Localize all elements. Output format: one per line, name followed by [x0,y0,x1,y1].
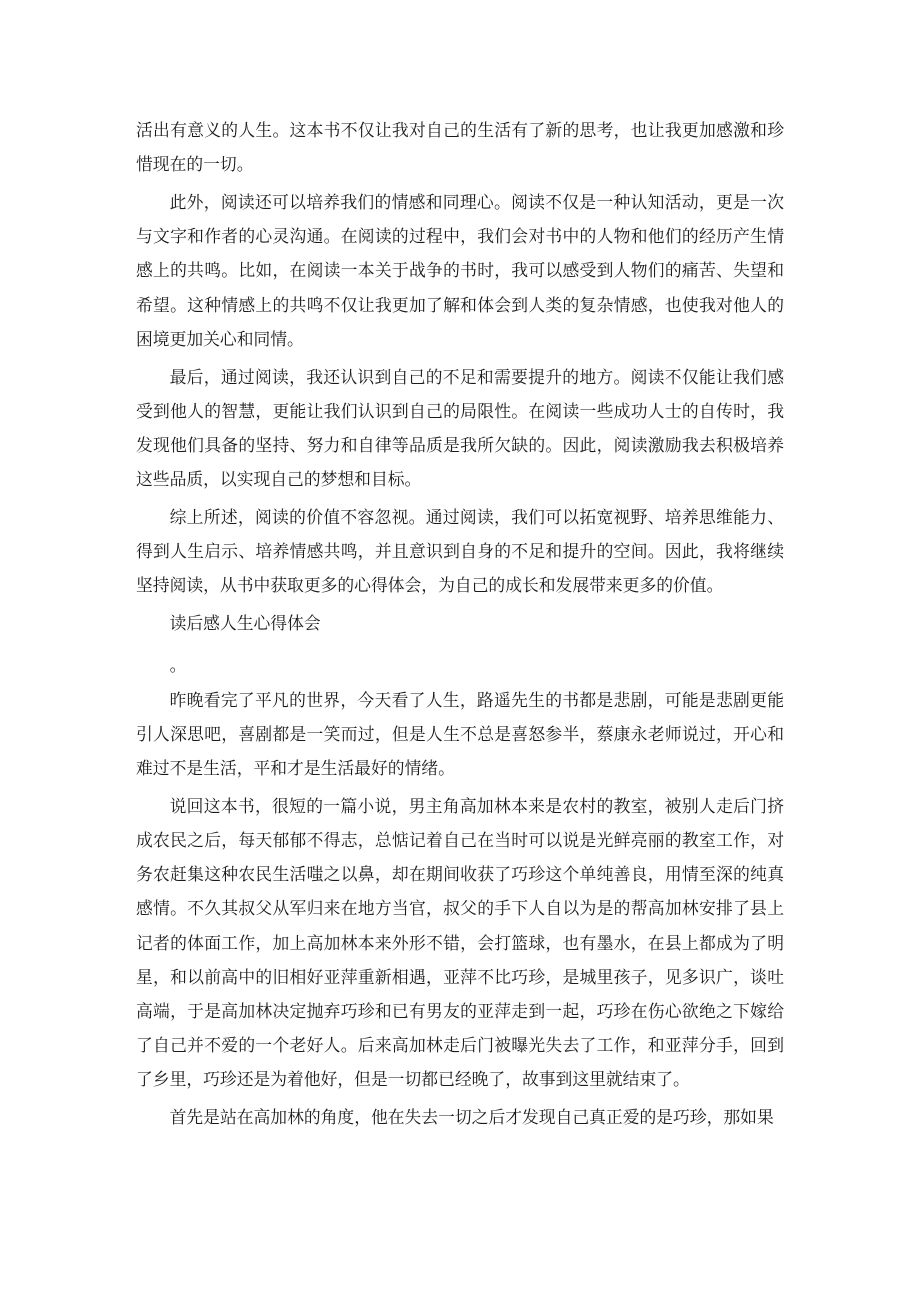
paragraph-last-night: 昨晚看完了平凡的世界，今天看了人生，路遥先生的书都是悲剧，可能是悲剧更能引人深思吧，喜剧都是一笑而过，但是人生不总是喜怒参半，蔡康永老师说过，开心和难过不是生活，平和才是生活最好的情绪。 [136,689,784,779]
section-dot: 。 [169,655,187,676]
paragraph-conclusion: 综上所述，阅读的价值不容忽视。通过阅读，我们可以拓宽视野、培养思维能力、得到人生启示、培养情感共鸣，并且意识到自身的不足和提升的空间。因此，我将继续坚持阅读，从书中获取更多的心得体会，为自己的成长和发展带来更多的价值。 [136,507,784,596]
paragraph-self-awareness: 最后，通过阅读，我还认识到自己的不足和需要提升的地方。阅读不仅能让我们感受到他人的智慧，更能让我们认识到自己的局限性。在阅读一些成功人士的自传时，我发现他们具备的坚持、努力和自律等品质是我所欠缺的。因此，阅读激励我去积极培养这些品质，以实现自己的梦想和目标。 [136,366,784,490]
document-body [136,113,784,1138]
paragraph-empathy: 此外，阅读还可以培养我们的情感和同理心。阅读不仅是一种认知活动，更是一次与文字和作者的心灵沟通。在阅读的过程中，我们会对书中的人物和他们的经历产生情感上的共鸣。比如，在阅读一本关于战争的书时，我可以感受到人物们的痛苦、失望和希望。这种情感上的共鸣不仅让我更加了解和体会到人类的复杂情感，也使我对他人的困境更加关心和同情。 [136,192,784,349]
paragraph-story-summary: 说回这本书，很短的一篇小说，男主角高加林本来是农村的教室，被别人走后门挤成农民之后，每天郁郁不得志，总惦记着自己在当时可以说是光鲜亮丽的教室工作，对务农赶集这种农民生活嗤之以鼻，却在期间收获了巧珍这个单纯善良，用情至深的纯真感情。不久其叔父从军归来在地方当官，叔父的手下人自以为是的帮高加林安排了县上记者的体面工作，加上高加林本来外形不错，会打篮球，也有墨水，在县上都成为了明星，和以前高中的旧相好亚萍重新相遇，亚萍不比巧珍，是城里孩子，见多识广，谈吐高端，于是高加林决定抛弃巧珍和已有男友的亚萍走到一起，巧珍在伤心欲绝之下嫁给了自己并不爱的一个老好人。后来高加林走后门被曝光失去了工作，和亚萍分手，回到了乡里，巧珍还是为着他好，但是一切都已经晚了，故事到这里就结束了。 [136,795,784,1090]
paragraph-1: 活出有意义的人生。这本书不仅让我对自己的生活有了新的思考，也让我更加感激和珍惜现在的一切。 [136,120,784,175]
section-title: 读后感人生心得体会 [169,613,321,634]
paragraph-gao-jialin-perspective: 首先是站在高加林的角度，他在失去一切之后才发现自己真正爱的是巧珍，那如果 [169,1107,774,1128]
